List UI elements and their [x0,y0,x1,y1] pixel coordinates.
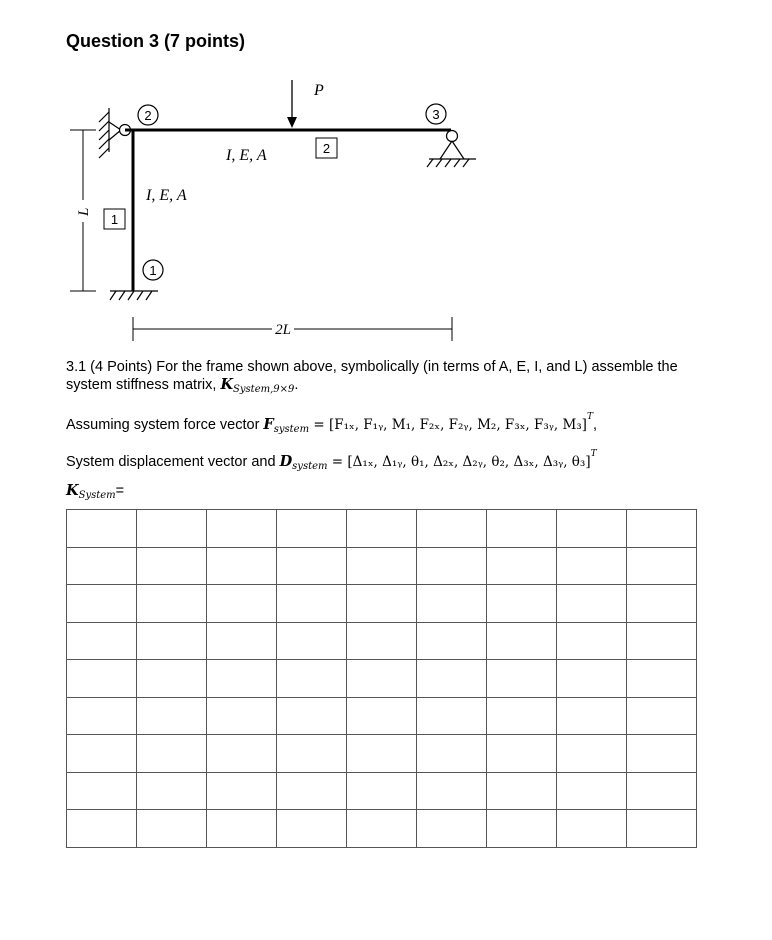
matrix-cell[interactable] [137,772,207,810]
matrix-cell[interactable] [417,735,487,773]
matrix-cell[interactable] [347,697,417,735]
question-period: . [294,377,299,393]
height-label: L [76,207,92,216]
element-label-2: 2 [322,141,331,156]
matrix-cell[interactable] [277,622,347,660]
matrix-cell[interactable] [417,697,487,735]
matrix-cell[interactable] [627,585,697,623]
matrix-row [67,510,697,548]
force-vector-line [66,412,597,435]
matrix-cell[interactable] [417,622,487,660]
matrix-cell[interactable] [487,772,557,810]
matrix-cell[interactable] [627,810,697,848]
matrix-cell[interactable] [137,810,207,848]
matrix-row [67,810,697,848]
matrix-cell[interactable] [67,735,137,773]
matrix-cell[interactable] [557,585,627,623]
matrix-cell[interactable] [487,810,557,848]
fixed-support-node1 [110,291,158,300]
matrix-cell[interactable] [277,660,347,698]
matrix-cell[interactable] [347,547,417,585]
matrix-cell[interactable] [347,735,417,773]
k-symbol: K [220,376,234,393]
force-transpose: T [586,412,593,422]
matrix-cell[interactable] [137,510,207,548]
beam-properties: I, E, A [226,147,267,164]
matrix-cell[interactable] [137,547,207,585]
matrix-cell[interactable] [207,622,277,660]
span-dimension [133,317,452,341]
matrix-cell[interactable] [557,660,627,698]
matrix-cell[interactable] [627,772,697,810]
matrix-cell[interactable] [277,510,347,548]
matrix-cell[interactable] [487,510,557,548]
question-title: Question 3 (7 points) [66,31,246,51]
force-suffix: , [592,417,597,433]
matrix-cell[interactable] [347,660,417,698]
matrix-cell[interactable] [417,510,487,548]
matrix-row [67,660,697,698]
load-label: P [314,82,324,99]
matrix-cell[interactable] [557,735,627,773]
matrix-cell[interactable] [627,622,697,660]
matrix-cell[interactable] [627,547,697,585]
load-arrow [287,80,297,128]
column-properties: I, E, A [146,187,187,204]
matrix-cell[interactable] [627,510,697,548]
matrix-cell[interactable] [347,585,417,623]
matrix-cell[interactable] [277,735,347,773]
matrix-row [67,697,697,735]
matrix-cell[interactable] [67,547,137,585]
matrix-cell[interactable] [67,622,137,660]
matrix-cell[interactable] [557,810,627,848]
k-label-equals: = [115,483,125,499]
matrix-cell[interactable] [557,510,627,548]
matrix-cell[interactable] [557,697,627,735]
pin-support-node3 [427,131,476,168]
matrix-cell[interactable] [67,660,137,698]
matrix-cell[interactable] [557,772,627,810]
f-subscript: system [273,424,310,435]
matrix-cell[interactable] [487,660,557,698]
matrix-cell[interactable] [347,810,417,848]
displacement-vector: = [Δ₁ₓ, Δ₁ᵧ, θ₁, Δ₂ₓ, Δ₂ᵧ, θ₂, Δ₃ₓ, Δ₃ᵧ, θ₃] [327,454,591,470]
disp-transpose: T [590,449,597,459]
matrix-cell[interactable] [487,697,557,735]
matrix-cell[interactable] [67,697,137,735]
matrix-cell[interactable] [487,622,557,660]
node-label-1: 1 [149,263,157,278]
matrix-cell[interactable] [347,510,417,548]
matrix-row [67,585,697,623]
matrix-cell[interactable] [277,810,347,848]
matrix-cell[interactable] [207,510,277,548]
matrix-cell[interactable] [137,697,207,735]
matrix-cell[interactable] [277,585,347,623]
matrix-cell[interactable] [207,735,277,773]
matrix-cell[interactable] [207,547,277,585]
question-text [66,358,706,399]
matrix-cell[interactable] [627,660,697,698]
matrix-cell[interactable] [487,735,557,773]
matrix-cell[interactable] [67,772,137,810]
k-label-symbol: K [66,482,79,499]
matrix-cell[interactable] [627,697,697,735]
matrix-cell[interactable] [137,660,207,698]
matrix-row [67,735,697,773]
stiffness-matrix-grid [66,509,697,848]
matrix-cell[interactable] [67,810,137,848]
matrix-cell[interactable] [67,510,137,548]
matrix-cell[interactable] [627,735,697,773]
span-label: 2L [275,322,291,338]
matrix-cell[interactable] [207,697,277,735]
matrix-cell[interactable] [417,660,487,698]
displacement-vector-line [66,449,597,472]
force-vector: = [F₁ₓ, F₁ᵧ, M₁, F₂ₓ, F₂ᵧ, M₂, F₃ₓ, F₃ᵧ, M₃] [309,417,587,433]
node-label-3: 3 [432,107,440,122]
disp-prefix: System displacement vector and [66,454,280,470]
f-symbol: F [263,416,274,433]
matrix-cell[interactable] [347,772,417,810]
d-symbol: D [279,453,293,470]
node-label-2: 2 [144,108,152,123]
force-prefix: Assuming system force vector [66,417,264,433]
matrix-cell[interactable] [207,660,277,698]
matrix-cell[interactable] [417,772,487,810]
matrix-cell[interactable] [417,585,487,623]
matrix-cell[interactable] [277,697,347,735]
matrix-cell[interactable] [487,547,557,585]
d-subscript: system [292,461,328,472]
matrix-cell[interactable] [557,622,627,660]
matrix-cell[interactable] [557,547,627,585]
k-system-label [66,482,124,501]
frame-diagram [0,0,772,350]
matrix-cell[interactable] [137,585,207,623]
matrix-row [67,772,697,810]
matrix-cell[interactable] [137,622,207,660]
question-part-text: 3.1 (4 Points) For the frame shown above, symbolically (in terms of A, E, I, and L) assemble the system stiffness matrix, [66,359,678,393]
matrix-row [67,547,697,585]
pin-support-node2 [99,108,131,158]
matrix-row [67,622,697,660]
matrix-cell[interactable] [207,810,277,848]
matrix-cell[interactable] [487,585,557,623]
matrix-cell[interactable] [207,772,277,810]
matrix-cell[interactable] [417,810,487,848]
element-label-1: 1 [110,212,119,227]
matrix-cell[interactable] [277,547,347,585]
matrix-cell[interactable] [347,622,417,660]
matrix-cell[interactable] [67,585,137,623]
matrix-cell[interactable] [207,585,277,623]
matrix-cell[interactable] [417,547,487,585]
k-label-subscript: System [78,490,116,501]
matrix-cell[interactable] [277,772,347,810]
matrix-cell[interactable] [137,735,207,773]
k-subscript: System,9×9 [233,384,295,395]
